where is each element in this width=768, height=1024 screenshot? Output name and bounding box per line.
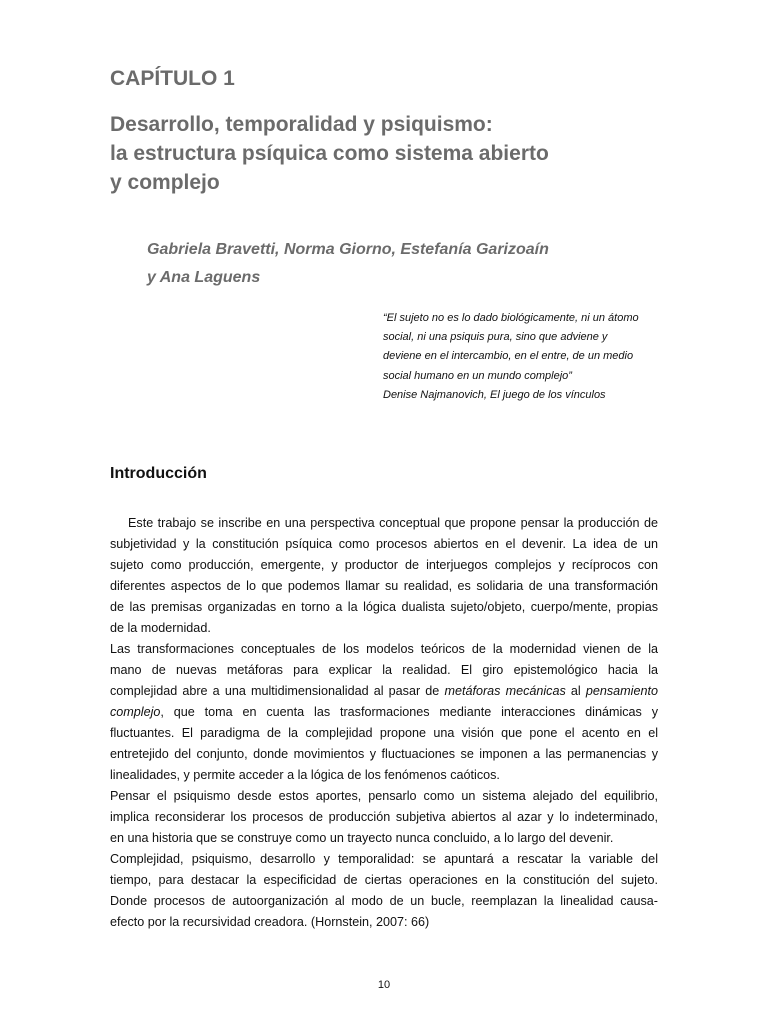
- body-line: diferentes aspectos de lo que podemos llamar su realidad, es solidaria de una transformación: [110, 579, 658, 593]
- body-line: [110, 702, 658, 723]
- body-line: tiempo, para destacar la especificidad de ciertas operaciones en la constitución del sujeto.: [110, 873, 658, 887]
- chapter-label: CAPÍTULO 1: [110, 67, 235, 90]
- body-line: implica reconsiderar los procesos de producción subjetiva abiertos al azar y lo indeterminado,: [110, 810, 658, 824]
- body-line: Donde procesos de autoorganización al modo de un bucle, reemplazan la linealidad causa-: [110, 894, 658, 908]
- chapter-title: [110, 110, 670, 197]
- body-line: Este trabajo se inscribe en una perspectiva conceptual que propone pensar la producción de: [128, 516, 658, 530]
- body-text-run: , que toma en cuenta las trasformaciones mediante interacciones dinámicas y: [160, 705, 658, 719]
- section-heading: Introducción: [110, 465, 207, 482]
- emphasis-text: pensamiento: [585, 684, 658, 698]
- authors: [147, 236, 549, 292]
- body-text-run: al: [565, 684, 586, 698]
- authors-line: y Ana Laguens: [147, 269, 261, 286]
- body-line: linealidades, y permite acceder a la lógica de los fenómenos caóticos.: [110, 768, 500, 782]
- body-line: subjetividad y la constitución psíquica como procesos abiertos en el devenir. La idea de un: [110, 537, 658, 551]
- body-line: fluctuantes. El paradigma de la complejidad propone una visión que pone el acento en el: [110, 726, 658, 740]
- epigraph-line: “El sujeto no es lo dado biológicamente, ni un átomo: [383, 312, 639, 324]
- emphasis-text: metáforas mecánicas: [444, 684, 566, 698]
- body-text-run: complejidad abre a una multidimensionalidad al pasar de: [110, 684, 445, 698]
- body-line: Pensar el psiquismo desde estos aportes, pensarlo como un sistema alejado del equilibrio,: [110, 789, 658, 803]
- epigraph-line: social, ni una psiquis pura, sino que adviene y: [383, 331, 608, 344]
- chapter-title-line: Desarrollo, temporalidad y psiquismo:: [110, 113, 493, 136]
- body-line: Complejidad, psiquismo, desarrollo y temporalidad: se apuntará a rescatar la variable del: [110, 852, 658, 866]
- authors-line: Gabriela Bravetti, Norma Giorno, Estefanía Garizoaín: [147, 241, 549, 258]
- epigraph-quote: [383, 309, 673, 405]
- body-line: mano de nuevas metáforas para explicar la realidad. El giro epistemológico hacia la: [110, 663, 658, 677]
- body-line: de la modernidad.: [110, 621, 211, 635]
- chapter-title-line: la estructura psíquica como sistema abierto: [110, 142, 549, 165]
- body-line: de las premisas organizadas en torno a la lógica dualista sujeto/objeto, cuerpo/mente, propias: [110, 600, 658, 614]
- body-line: Las transformaciones conceptuales de los modelos teóricos de la modernidad vienen de la: [110, 642, 658, 656]
- body-text: [110, 513, 658, 933]
- chapter-title-line: y complejo: [110, 171, 220, 194]
- emphasis-text: complejo: [110, 705, 161, 719]
- epigraph-line: deviene en el intercambio, en el entre, de un medio: [383, 350, 634, 363]
- page-number: 10: [377, 979, 391, 991]
- body-line: en una historia que se construye como un trayecto nunca concluido, a lo largo del devenir.: [110, 831, 614, 845]
- epigraph-attribution: Denise Najmanovich, El juego de los vínculos: [383, 388, 606, 401]
- body-line: sujeto como producción, emergente, y productor de interjuegos complejos y recíprocos con: [110, 558, 658, 572]
- body-line: entretejido del conjunto, donde movimientos y fluctuaciones se imponen a las permanencias y: [110, 747, 658, 761]
- body-line: [110, 681, 658, 702]
- body-line: efecto por la recursividad creadora. (Hornstein, 2007: 66): [110, 915, 430, 929]
- epigraph-line: social humano en un mundo complejo”: [383, 369, 572, 382]
